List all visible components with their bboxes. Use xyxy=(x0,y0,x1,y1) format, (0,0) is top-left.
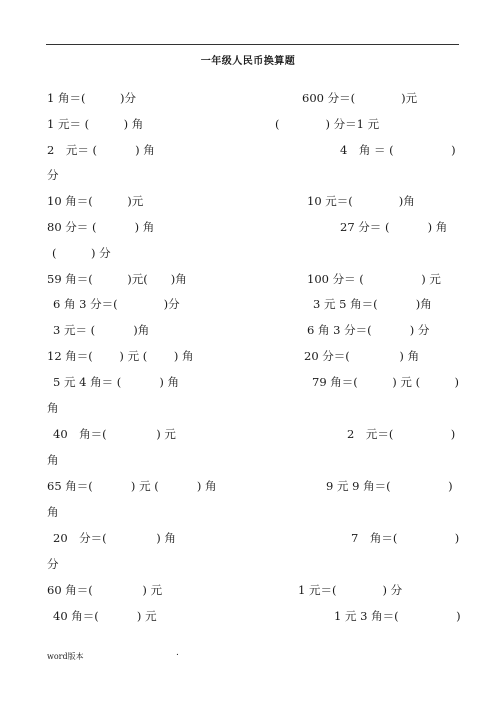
problem-left-wrap: 角 xyxy=(47,453,59,467)
problem-left-wrap: 分 xyxy=(47,557,59,571)
problem-left-wrap: 角 xyxy=(47,505,59,519)
problem-right: 27 分＝ ( ) 角 xyxy=(340,220,448,234)
problem-left: 40 角＝( ) 元 xyxy=(53,427,176,441)
problem-left: 60 角＝( ) 元 xyxy=(47,583,163,597)
top-rule xyxy=(46,44,459,45)
problem-left: 2 元＝ ( ) 角 xyxy=(47,143,155,157)
problem-left: 10 角＝( )元 xyxy=(47,194,144,208)
problem-right: 10 元＝( )角 xyxy=(307,194,415,208)
problem-left-wrap: 分 xyxy=(47,168,59,182)
problem-right: 1 元＝( ) 分 xyxy=(298,583,403,597)
problem-right: 20 分＝( ) 角 xyxy=(304,349,420,363)
problem-left-wrap: 角 xyxy=(47,401,59,415)
page-title: 一年级人民币换算题 xyxy=(200,56,296,67)
problem-right: ( ) 分＝1 元 xyxy=(275,117,380,131)
problem-right: 7 角＝( ) xyxy=(351,531,460,545)
problem-left: 5 元 4 角＝ ( ) 角 xyxy=(53,375,180,389)
footer-label: word版本 xyxy=(47,652,84,661)
problem-left: 3 元＝ ( )角 xyxy=(53,323,150,337)
problem-right: 9 元 9 角＝( ) xyxy=(326,479,453,493)
problem-right: 79 角＝( ) 元 ( ) xyxy=(312,375,460,389)
problem-left: 59 角＝( )元( )角 xyxy=(47,272,187,286)
problem-right: 2 元＝( ) xyxy=(347,427,456,441)
problem-left: 12 角＝( ) 元 ( ) 角 xyxy=(47,349,194,363)
problem-left: 20 分＝( ) 角 xyxy=(53,531,176,545)
problem-right: 1 元 3 角＝( ) xyxy=(334,609,461,623)
problem-left: 40 角＝( ) 元 xyxy=(53,609,157,623)
problem-right: 600 分＝( )元 xyxy=(302,91,418,105)
problem-left: 6 角 3 分＝( )分 xyxy=(53,297,180,311)
footer-dot: . xyxy=(176,648,179,658)
problem-left: 1 元＝ ( ) 角 xyxy=(47,117,144,131)
problem-right: 4 角 ＝ ( ) xyxy=(340,143,456,157)
problem-left: 65 角＝( ) 元 ( ) 角 xyxy=(47,479,217,493)
problem-left: 80 分＝ ( ) 角 xyxy=(47,220,155,234)
problem-right: 3 元 5 角＝( )角 xyxy=(313,297,432,311)
problem-left-wrap: ( ) 分 xyxy=(52,246,111,260)
problem-right: 6 角 3 分＝( ) 分 xyxy=(307,323,430,337)
problem-right: 100 分＝ ( ) 元 xyxy=(307,272,441,286)
problem-left: 1 角＝( )分 xyxy=(47,91,136,105)
